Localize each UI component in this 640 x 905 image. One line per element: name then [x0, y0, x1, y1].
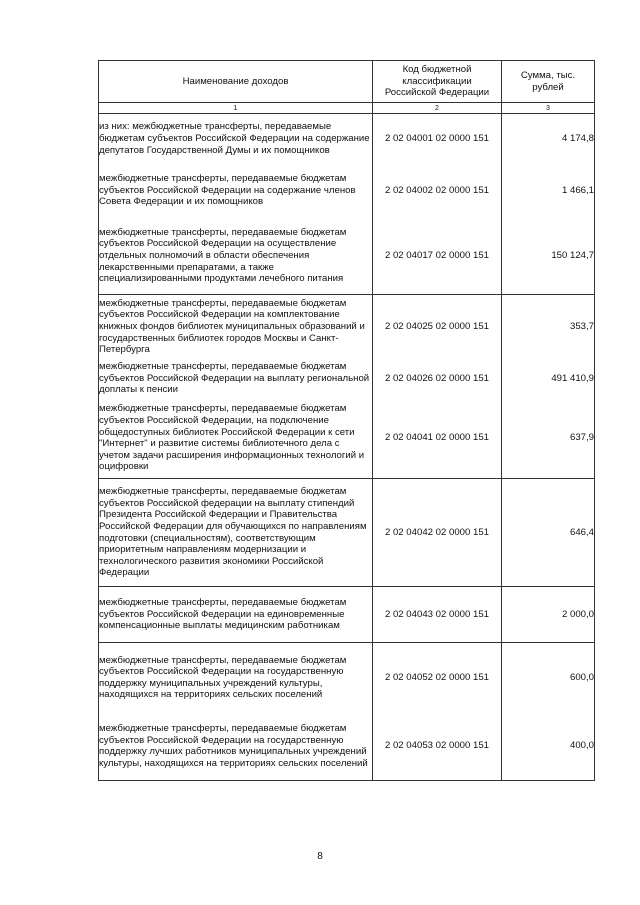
table-row — [99, 218, 595, 295]
income-name: межбюджетные трансферты, передаваемые бюджетам субъектов Российской Федерации на выплату региональной доплаты к пенсии — [99, 359, 373, 399]
income-name: межбюджетные трансферты, передаваемые бюджетам субъектов Российской Федерации, на подключение общедоступных библиотек Российской Федерации к сети "Интернет" и развитие системы библиотечного дела с учетом задачи расширения информационных технологий и оцифровки — [99, 399, 373, 479]
income-name: межбюджетные трансферты, передаваемые бюджетам субъектов Российской Федерации на осуществление отдельных полномочий в области обеспечения лекарственными препаратами, а также специализированными продуктами лечебного питания — [99, 218, 373, 295]
table-row — [99, 713, 595, 781]
budget-code: 2 02 04026 02 0000 151 — [373, 359, 502, 399]
column-number: 1 — [99, 103, 373, 114]
amount: 1 466,1 — [502, 164, 595, 218]
amount: 646,4 — [502, 479, 595, 587]
budget-code: 2 02 04017 02 0000 151 — [373, 218, 502, 295]
income-name: межбюджетные трансферты, передаваемые бюджетам субъектов Российской Федерации на содержание членов Совета Федерации и их помощников — [99, 164, 373, 218]
budget-code: 2 02 04042 02 0000 151 — [373, 479, 502, 587]
amount: 400,0 — [502, 713, 595, 781]
budget-code: 2 02 04053 02 0000 151 — [373, 713, 502, 781]
income-name: межбюджетные трансферты, передаваемые бюджетам субъектов Российской Федерации на единовременные компенсационные выплаты медицинским работникам — [99, 587, 373, 643]
amount: 353,7 — [502, 295, 595, 359]
amount: 491 410,9 — [502, 359, 595, 399]
table-row — [99, 164, 595, 218]
income-name: межбюджетные трансферты, передаваемые бюджетам субъектов Российской федерации на выплату стипендий Президента Российской Федерации и Правительства Российской Федерации для обучающихся по направлениям подготовки (специальностям), соответствующим приоритетным направлениям модернизации и технологического развития экономики Российской Федерации — [99, 479, 373, 587]
header-budget-code: Код бюджетной классификации Российской Федерации — [373, 61, 502, 103]
income-name: межбюджетные трансферты, передаваемые бюджетам субъектов Российской Федерации на государственную поддержку лучших работников муниципальных учреждений культуры, находящихся на территориях сельских поселений — [99, 713, 373, 781]
table-row — [99, 114, 595, 164]
income-name: межбюджетные трансферты, передаваемые бюджетам субъектов Российской Федерации на государственную поддержку муниципальных учреждений культуры, находящихся на территориях сельских поселений — [99, 643, 373, 713]
table-row — [99, 587, 595, 643]
budget-code: 2 02 04001 02 0000 151 — [373, 114, 502, 164]
amount: 4 174,8 — [502, 114, 595, 164]
column-number: 2 — [373, 103, 502, 114]
budget-revenue-table — [98, 60, 595, 781]
budget-code: 2 02 04052 02 0000 151 — [373, 643, 502, 713]
table-row — [99, 359, 595, 399]
table-row — [99, 643, 595, 713]
amount: 150 124,7 — [502, 218, 595, 295]
table-header-row — [99, 61, 595, 103]
income-name: межбюджетные трансферты, передаваемые бюджетам субъектов Российской Федерации на комплектование книжных фондов библиотек муниципальных образований и государственных библиотек городов Москвы и Санкт-Петербурга — [99, 295, 373, 359]
table-row — [99, 479, 595, 587]
budget-code: 2 02 04025 02 0000 151 — [373, 295, 502, 359]
header-income-name: Наименование доходов — [99, 61, 373, 103]
header-amount: Сумма, тыс. рублей — [502, 61, 595, 103]
budget-code: 2 02 04002 02 0000 151 — [373, 164, 502, 218]
amount: 637,9 — [502, 399, 595, 479]
budget-code: 2 02 04043 02 0000 151 — [373, 587, 502, 643]
page-number: 8 — [317, 851, 323, 862]
budget-code: 2 02 04041 02 0000 151 — [373, 399, 502, 479]
table-row — [99, 399, 595, 479]
amount: 600,0 — [502, 643, 595, 713]
table-row — [99, 295, 595, 359]
income-name: из них: межбюджетные трансферты, передаваемые бюджетам субъектов Российской Федерации на содержание депутатов Государственной Думы и их помощников — [99, 114, 373, 164]
column-number: 3 — [502, 103, 595, 114]
column-number-row — [99, 103, 595, 114]
amount: 2 000,0 — [502, 587, 595, 643]
